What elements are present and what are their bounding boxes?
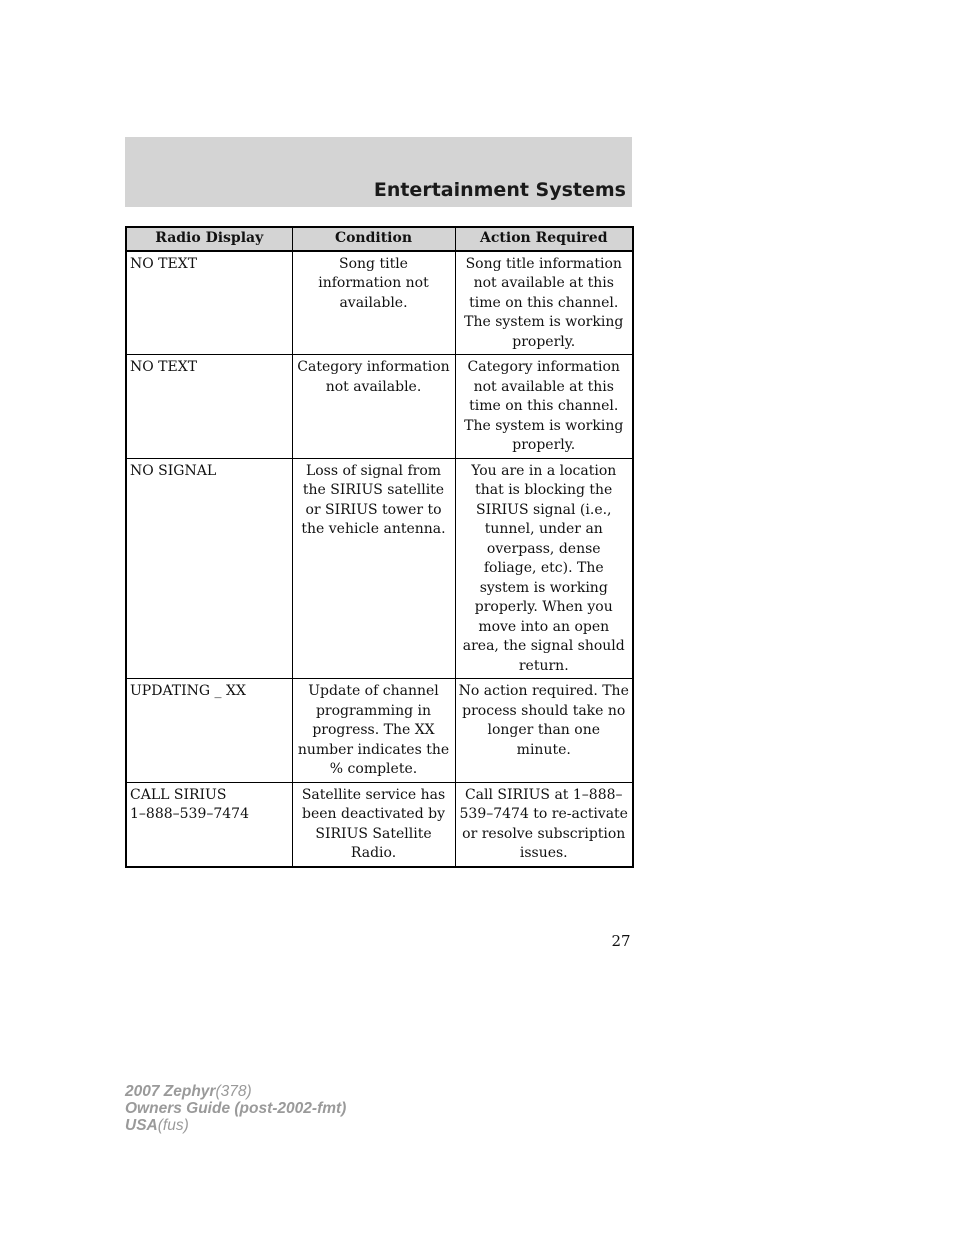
section-title: Entertainment Systems	[373, 179, 626, 201]
action-cell: No action required. The process should take no longer than one minute.	[455, 679, 633, 783]
footer-market-code: (fus)	[157, 1117, 189, 1134]
footer-guide: Owners Guide (post-2002-fmt)	[125, 1100, 347, 1117]
table-row	[126, 251, 633, 355]
footer-market: USA	[125, 1117, 158, 1134]
radio-display-table-container	[125, 226, 632, 868]
radio-display-cell	[126, 782, 292, 867]
table-row	[126, 782, 633, 867]
radio-display-cell: UPDATING _ XX	[126, 679, 292, 783]
column-header-condition: Condition	[292, 227, 455, 251]
footer-market-line	[125, 1117, 346, 1134]
footer-model-line	[125, 1083, 346, 1100]
footer-model-code: (378)	[215, 1083, 252, 1100]
action-cell: You are in a location that is blocking the SIRIUS signal (i.e., tunnel, under an overpass, dense foliage, etc). The system is working properly. When you move into an open area, the signal should return.	[455, 458, 633, 679]
section-header-band	[125, 137, 632, 207]
condition-cell: Category information not available.	[292, 355, 455, 459]
condition-cell: Update of channel programming in progress. The XX number indicates the % complete.	[292, 679, 455, 783]
column-header-action-required: Action Required	[455, 227, 633, 251]
table-header-row	[126, 227, 633, 251]
table-row	[126, 679, 633, 783]
table-row	[126, 458, 633, 679]
page-number: 27	[611, 932, 631, 950]
radio-display-table	[125, 226, 634, 868]
radio-display-cell: NO TEXT	[126, 355, 292, 459]
radio-display-cell: NO SIGNAL	[126, 458, 292, 679]
radio-display-line: CALL SIRIUS	[130, 786, 227, 803]
condition-cell: Song title information not available.	[292, 251, 455, 355]
document-footer	[125, 1083, 346, 1134]
radio-display-cell: NO TEXT	[126, 251, 292, 355]
table-row	[126, 355, 633, 459]
radio-display-phone: 1–888–539–7474	[130, 806, 249, 822]
condition-cell: Satellite service has been deactivated by SIRIUS Satellite Radio.	[292, 782, 455, 867]
footer-guide-line	[125, 1100, 346, 1117]
action-cell: Song title information not available at this time on this channel. The system is working properly.	[455, 251, 633, 355]
action-cell: Call SIRIUS at 1–888–539–7474 to re-activate or resolve subscription issues.	[455, 782, 633, 867]
footer-model: 2007 Zephyr	[125, 1083, 216, 1100]
action-cell: Category information not available at this time on this channel. The system is working properly.	[455, 355, 633, 459]
condition-cell: Loss of signal from the SIRIUS satellite or SIRIUS tower to the vehicle antenna.	[292, 458, 455, 679]
column-header-radio-display: Radio Display	[126, 227, 292, 251]
